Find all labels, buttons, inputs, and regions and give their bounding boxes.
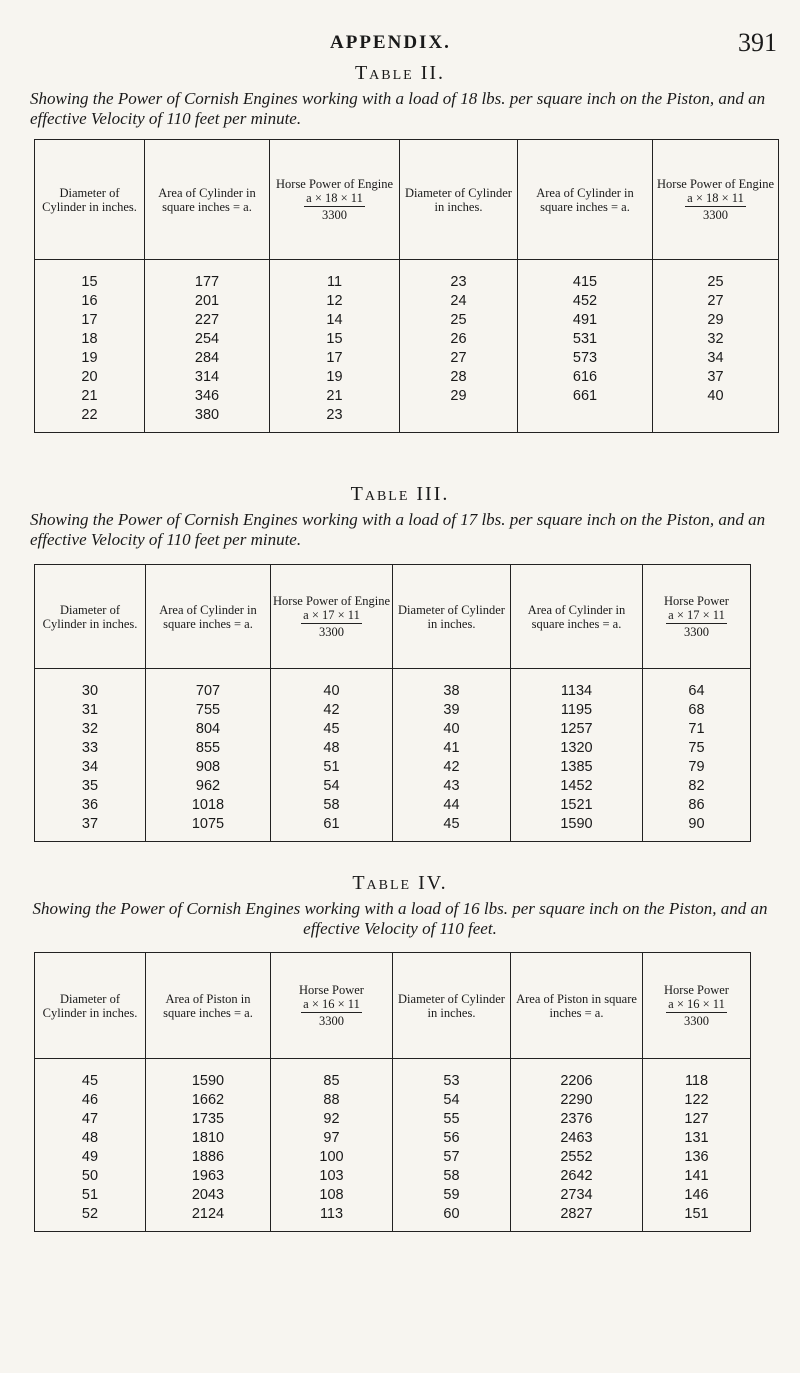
table-cell: 31 <box>35 700 146 719</box>
table-cell: 55 <box>393 1109 511 1128</box>
table-caption: Showing the Power of Cornish Engines working with a load of 18 lbs. per square inch on the Piston, and an effective Velocity of 110 feet per minute. <box>30 89 766 128</box>
hp-label: Horse Power of Engine <box>657 177 774 191</box>
table-row <box>35 1204 751 1232</box>
table-cell: 1320 <box>511 738 643 757</box>
table-iv-block <box>0 872 800 939</box>
table-cell: 37 <box>707 368 724 385</box>
table-cell: 38 <box>393 669 511 701</box>
table-cell: 11 <box>270 260 400 292</box>
table-cell: 2206 <box>511 1059 643 1091</box>
header-horse-power-2 <box>643 953 751 1059</box>
table-iv <box>34 952 751 1232</box>
table-cell: 17 <box>35 310 145 329</box>
table-cell: 17 <box>270 348 400 367</box>
hp-numerator: a × 17 × 11 <box>668 608 725 622</box>
table-row <box>35 348 779 367</box>
header-diameter-2: Diameter of Cylinder in inches. <box>393 565 511 669</box>
table-cell: 707 <box>146 669 271 701</box>
table-cell <box>518 405 653 433</box>
table-cell: 41 <box>393 738 511 757</box>
table-cell: 2376 <box>511 1109 643 1128</box>
table-cell: 32 <box>707 330 724 347</box>
hp-numerator: a × 18 × 11 <box>306 191 363 205</box>
table-cell: 1810 <box>146 1128 271 1147</box>
table-caption: Showing the Power of Cornish Engines working with a load of 16 lbs. per square inch on the Piston, and an effective Velocity of 110 feet. <box>32 899 768 938</box>
table-cell: 18 <box>35 329 145 348</box>
table-row <box>35 405 779 433</box>
header-area-2: Area of Cylinder in square inches = a. <box>511 565 643 669</box>
header-horse-power <box>271 953 393 1059</box>
table-cell: 1195 <box>511 700 643 719</box>
table-iii <box>34 564 751 842</box>
table-cell: 1385 <box>511 757 643 776</box>
table-cell: 415 <box>518 260 653 292</box>
hp-denominator: 3300 <box>319 1014 344 1028</box>
hp-numerator: a × 18 × 11 <box>687 191 744 205</box>
table-cell: 53 <box>393 1059 511 1091</box>
table-cell: 616 <box>518 367 653 386</box>
table-cell: 44 <box>393 795 511 814</box>
hp-fraction <box>301 608 362 639</box>
table-cell: 151 <box>684 1205 709 1222</box>
table-cell: 23 <box>400 260 518 292</box>
table-cell: 45 <box>393 814 511 842</box>
table-row <box>35 757 751 776</box>
table-cell: 26 <box>400 329 518 348</box>
table-cell: 1590 <box>146 1059 271 1091</box>
table-cell: 51 <box>35 1185 146 1204</box>
table-cell: 43 <box>393 776 511 795</box>
header-diameter-2: Diameter of Cylinder in inches. <box>393 953 511 1059</box>
table-cell: 50 <box>35 1166 146 1185</box>
table-row <box>35 1090 751 1109</box>
table-cell: 118 <box>684 1072 709 1089</box>
table-cell: 962 <box>146 776 271 795</box>
table-cell: 34 <box>707 349 724 366</box>
table-cell: 51 <box>271 757 393 776</box>
table-row <box>35 700 751 719</box>
table-cell: 25 <box>400 310 518 329</box>
table-cell: 1257 <box>511 719 643 738</box>
hp-fraction <box>666 997 727 1028</box>
table-cell: 1963 <box>146 1166 271 1185</box>
header-horse-power <box>270 140 400 260</box>
table-cell: 28 <box>400 367 518 386</box>
header-diameter: Diameter of Cylinder in inches. <box>35 140 145 260</box>
hp-label: Horse Power <box>299 983 364 997</box>
table-cell: 27 <box>707 292 724 309</box>
table-cell: 2734 <box>511 1185 643 1204</box>
table-row <box>35 291 779 310</box>
table-cell: 146 <box>684 1186 709 1203</box>
table-cell: 2642 <box>511 1166 643 1185</box>
table-cell: 20 <box>35 367 145 386</box>
table-cell: 2463 <box>511 1128 643 1147</box>
hp-numerator: a × 16 × 11 <box>303 997 360 1011</box>
table-cell: 58 <box>271 795 393 814</box>
table-cell: 16 <box>35 291 145 310</box>
table-cell: 380 <box>145 405 270 433</box>
table-row <box>35 1059 751 1091</box>
table-cell: 40 <box>393 719 511 738</box>
header-area: Area of Cylinder in square inches = a. <box>146 565 271 669</box>
table-cell: 75 <box>688 739 705 756</box>
table-cell: 14 <box>270 310 400 329</box>
table-cell: 40 <box>707 387 724 404</box>
table-cell: 1134 <box>511 669 643 701</box>
table-cell: 27 <box>400 348 518 367</box>
table-cell: 37 <box>35 814 146 842</box>
table-cell: 254 <box>145 329 270 348</box>
table-ii <box>34 139 779 433</box>
table-cell: 113 <box>271 1204 393 1232</box>
hp-denominator: 3300 <box>322 208 347 222</box>
table-cell: 58 <box>393 1166 511 1185</box>
table-cell: 2290 <box>511 1090 643 1109</box>
table-cell: 141 <box>684 1167 709 1184</box>
running-title: APPENDIX. <box>330 32 451 53</box>
table-cell: 85 <box>271 1059 393 1091</box>
table-cell: 90 <box>688 815 705 832</box>
table-cell: 47 <box>35 1109 146 1128</box>
table-cell: 88 <box>271 1090 393 1109</box>
table-cell: 46 <box>35 1090 146 1109</box>
table-row <box>35 386 779 405</box>
hp-numerator: a × 17 × 11 <box>303 608 360 622</box>
table-cell: 131 <box>684 1129 709 1146</box>
table-cell: 79 <box>688 758 705 775</box>
table-cell: 1662 <box>146 1090 271 1109</box>
table-cell: 21 <box>270 386 400 405</box>
table-cell: 29 <box>707 311 724 328</box>
table-caption: Showing the Power of Cornish Engines working with a load of 17 lbs. per square inch on the Piston, and an effective Velocity of 110 feet per minute. <box>30 510 766 549</box>
table-cell: 52 <box>35 1204 146 1232</box>
table-cell: 103 <box>271 1166 393 1185</box>
table-cell: 71 <box>688 720 705 737</box>
hp-label: Horse Power <box>664 983 729 997</box>
table-row <box>35 1128 751 1147</box>
table-row <box>35 795 751 814</box>
table-cell: 12 <box>270 291 400 310</box>
table-cell: 346 <box>145 386 270 405</box>
table-cell: 573 <box>518 348 653 367</box>
table-row <box>35 1109 751 1128</box>
hp-label: Horse Power of Engine <box>276 177 393 191</box>
table-cell: 284 <box>145 348 270 367</box>
hp-label: Horse Power of Engine <box>273 594 390 608</box>
table-cell: 35 <box>35 776 146 795</box>
table-cell: 136 <box>684 1148 709 1165</box>
table-heading: Table II. <box>354 62 446 84</box>
table-row <box>35 310 779 329</box>
table-cell: 57 <box>393 1147 511 1166</box>
table-cell: 19 <box>35 348 145 367</box>
table-cell: 23 <box>270 405 400 433</box>
table-cell: 40 <box>271 669 393 701</box>
table-heading: Table III. <box>350 483 450 505</box>
table-cell: 1452 <box>511 776 643 795</box>
hp-denominator: 3300 <box>319 625 344 639</box>
table-row <box>35 719 751 738</box>
hp-fraction <box>304 191 365 222</box>
table-cell: 227 <box>145 310 270 329</box>
table-heading: Table IV. <box>352 872 448 894</box>
table-cell: 60 <box>393 1204 511 1232</box>
table-cell: 22 <box>35 405 145 433</box>
table-cell: 2043 <box>146 1185 271 1204</box>
table-cell: 61 <box>271 814 393 842</box>
header-area: Area of Cylinder in square inches = a. <box>145 140 270 260</box>
table-cell: 15 <box>270 329 400 348</box>
table-cell: 108 <box>271 1185 393 1204</box>
table-cell: 1521 <box>511 795 643 814</box>
table-cell: 19 <box>270 367 400 386</box>
table-row <box>35 1166 751 1185</box>
table-cell: 32 <box>35 719 146 738</box>
table-row <box>35 738 751 757</box>
hp-fraction <box>666 608 727 639</box>
header-diameter: Diameter of Cylinder in inches. <box>35 565 146 669</box>
table-row <box>35 814 751 842</box>
table-cell: 48 <box>271 738 393 757</box>
header-horse-power-2 <box>643 565 751 669</box>
table-cell: 68 <box>688 701 705 718</box>
table-cell: 45 <box>271 719 393 738</box>
table-cell: 86 <box>688 796 705 813</box>
table-cell: 48 <box>35 1128 146 1147</box>
table-cell: 42 <box>271 700 393 719</box>
table-cell: 491 <box>518 310 653 329</box>
table-cell <box>400 405 518 433</box>
table-cell: 314 <box>145 367 270 386</box>
header-horse-power-2 <box>653 140 779 260</box>
table-cell: 21 <box>35 386 145 405</box>
table-cell: 127 <box>684 1110 709 1127</box>
table-cell: 177 <box>145 260 270 292</box>
table-cell: 42 <box>393 757 511 776</box>
table-cell: 36 <box>35 795 146 814</box>
table-row <box>35 367 779 386</box>
table-cell: 755 <box>146 700 271 719</box>
table-row <box>35 329 779 348</box>
table-cell: 25 <box>707 273 724 290</box>
table-cell: 1735 <box>146 1109 271 1128</box>
table-row <box>35 260 779 292</box>
table-cell: 2827 <box>511 1204 643 1232</box>
hp-denominator: 3300 <box>684 625 709 639</box>
hp-numerator: a × 16 × 11 <box>668 997 725 1011</box>
table-cell: 56 <box>393 1128 511 1147</box>
hp-fraction <box>301 997 362 1028</box>
table-cell: 34 <box>35 757 146 776</box>
header-area: Area of Piston in square inches = a. <box>146 953 271 1059</box>
table-cell: 49 <box>35 1147 146 1166</box>
table-cell: 1590 <box>511 814 643 842</box>
table-row <box>35 1147 751 1166</box>
table-cell: 855 <box>146 738 271 757</box>
table-row <box>35 1185 751 1204</box>
table-cell: 2552 <box>511 1147 643 1166</box>
table-cell: 1075 <box>146 814 271 842</box>
table-cell: 30 <box>35 669 146 701</box>
table-cell: 82 <box>688 777 705 794</box>
table-cell: 97 <box>271 1128 393 1147</box>
table-cell: 1886 <box>146 1147 271 1166</box>
header-diameter-2: Diameter of Cylinder in inches. <box>400 140 518 260</box>
table-cell <box>653 405 779 433</box>
table-cell: 24 <box>400 291 518 310</box>
table-cell: 54 <box>393 1090 511 1109</box>
header-diameter: Diameter of Cylinder in inches. <box>35 953 146 1059</box>
table-cell: 100 <box>271 1147 393 1166</box>
running-head <box>0 28 800 58</box>
table-cell: 64 <box>688 682 705 699</box>
hp-denominator: 3300 <box>703 208 728 222</box>
table-cell: 54 <box>271 776 393 795</box>
table-cell: 661 <box>518 386 653 405</box>
table-cell: 15 <box>35 260 145 292</box>
header-horse-power <box>271 565 393 669</box>
table-cell: 122 <box>684 1091 709 1108</box>
table-cell: 908 <box>146 757 271 776</box>
table-cell: 59 <box>393 1185 511 1204</box>
table-cell: 1018 <box>146 795 271 814</box>
table-cell: 201 <box>145 291 270 310</box>
table-cell: 33 <box>35 738 146 757</box>
header-area-2: Area of Cylinder in square inches = a. <box>518 140 653 260</box>
header-area-2: Area of Piston in square inches = a. <box>511 953 643 1059</box>
table-ii-block <box>0 62 800 129</box>
hp-fraction <box>685 191 746 222</box>
table-cell: 29 <box>400 386 518 405</box>
table-cell: 452 <box>518 291 653 310</box>
table-cell: 39 <box>393 700 511 719</box>
table-cell: 45 <box>35 1059 146 1091</box>
hp-label: Horse Power <box>664 594 729 608</box>
table-row <box>35 776 751 795</box>
table-row <box>35 669 751 701</box>
table-cell: 804 <box>146 719 271 738</box>
table-cell: 531 <box>518 329 653 348</box>
hp-denominator: 3300 <box>684 1014 709 1028</box>
table-cell: 2124 <box>146 1204 271 1232</box>
table-iii-block <box>0 483 800 550</box>
table-cell: 92 <box>271 1109 393 1128</box>
page-number: 391 <box>738 28 777 57</box>
